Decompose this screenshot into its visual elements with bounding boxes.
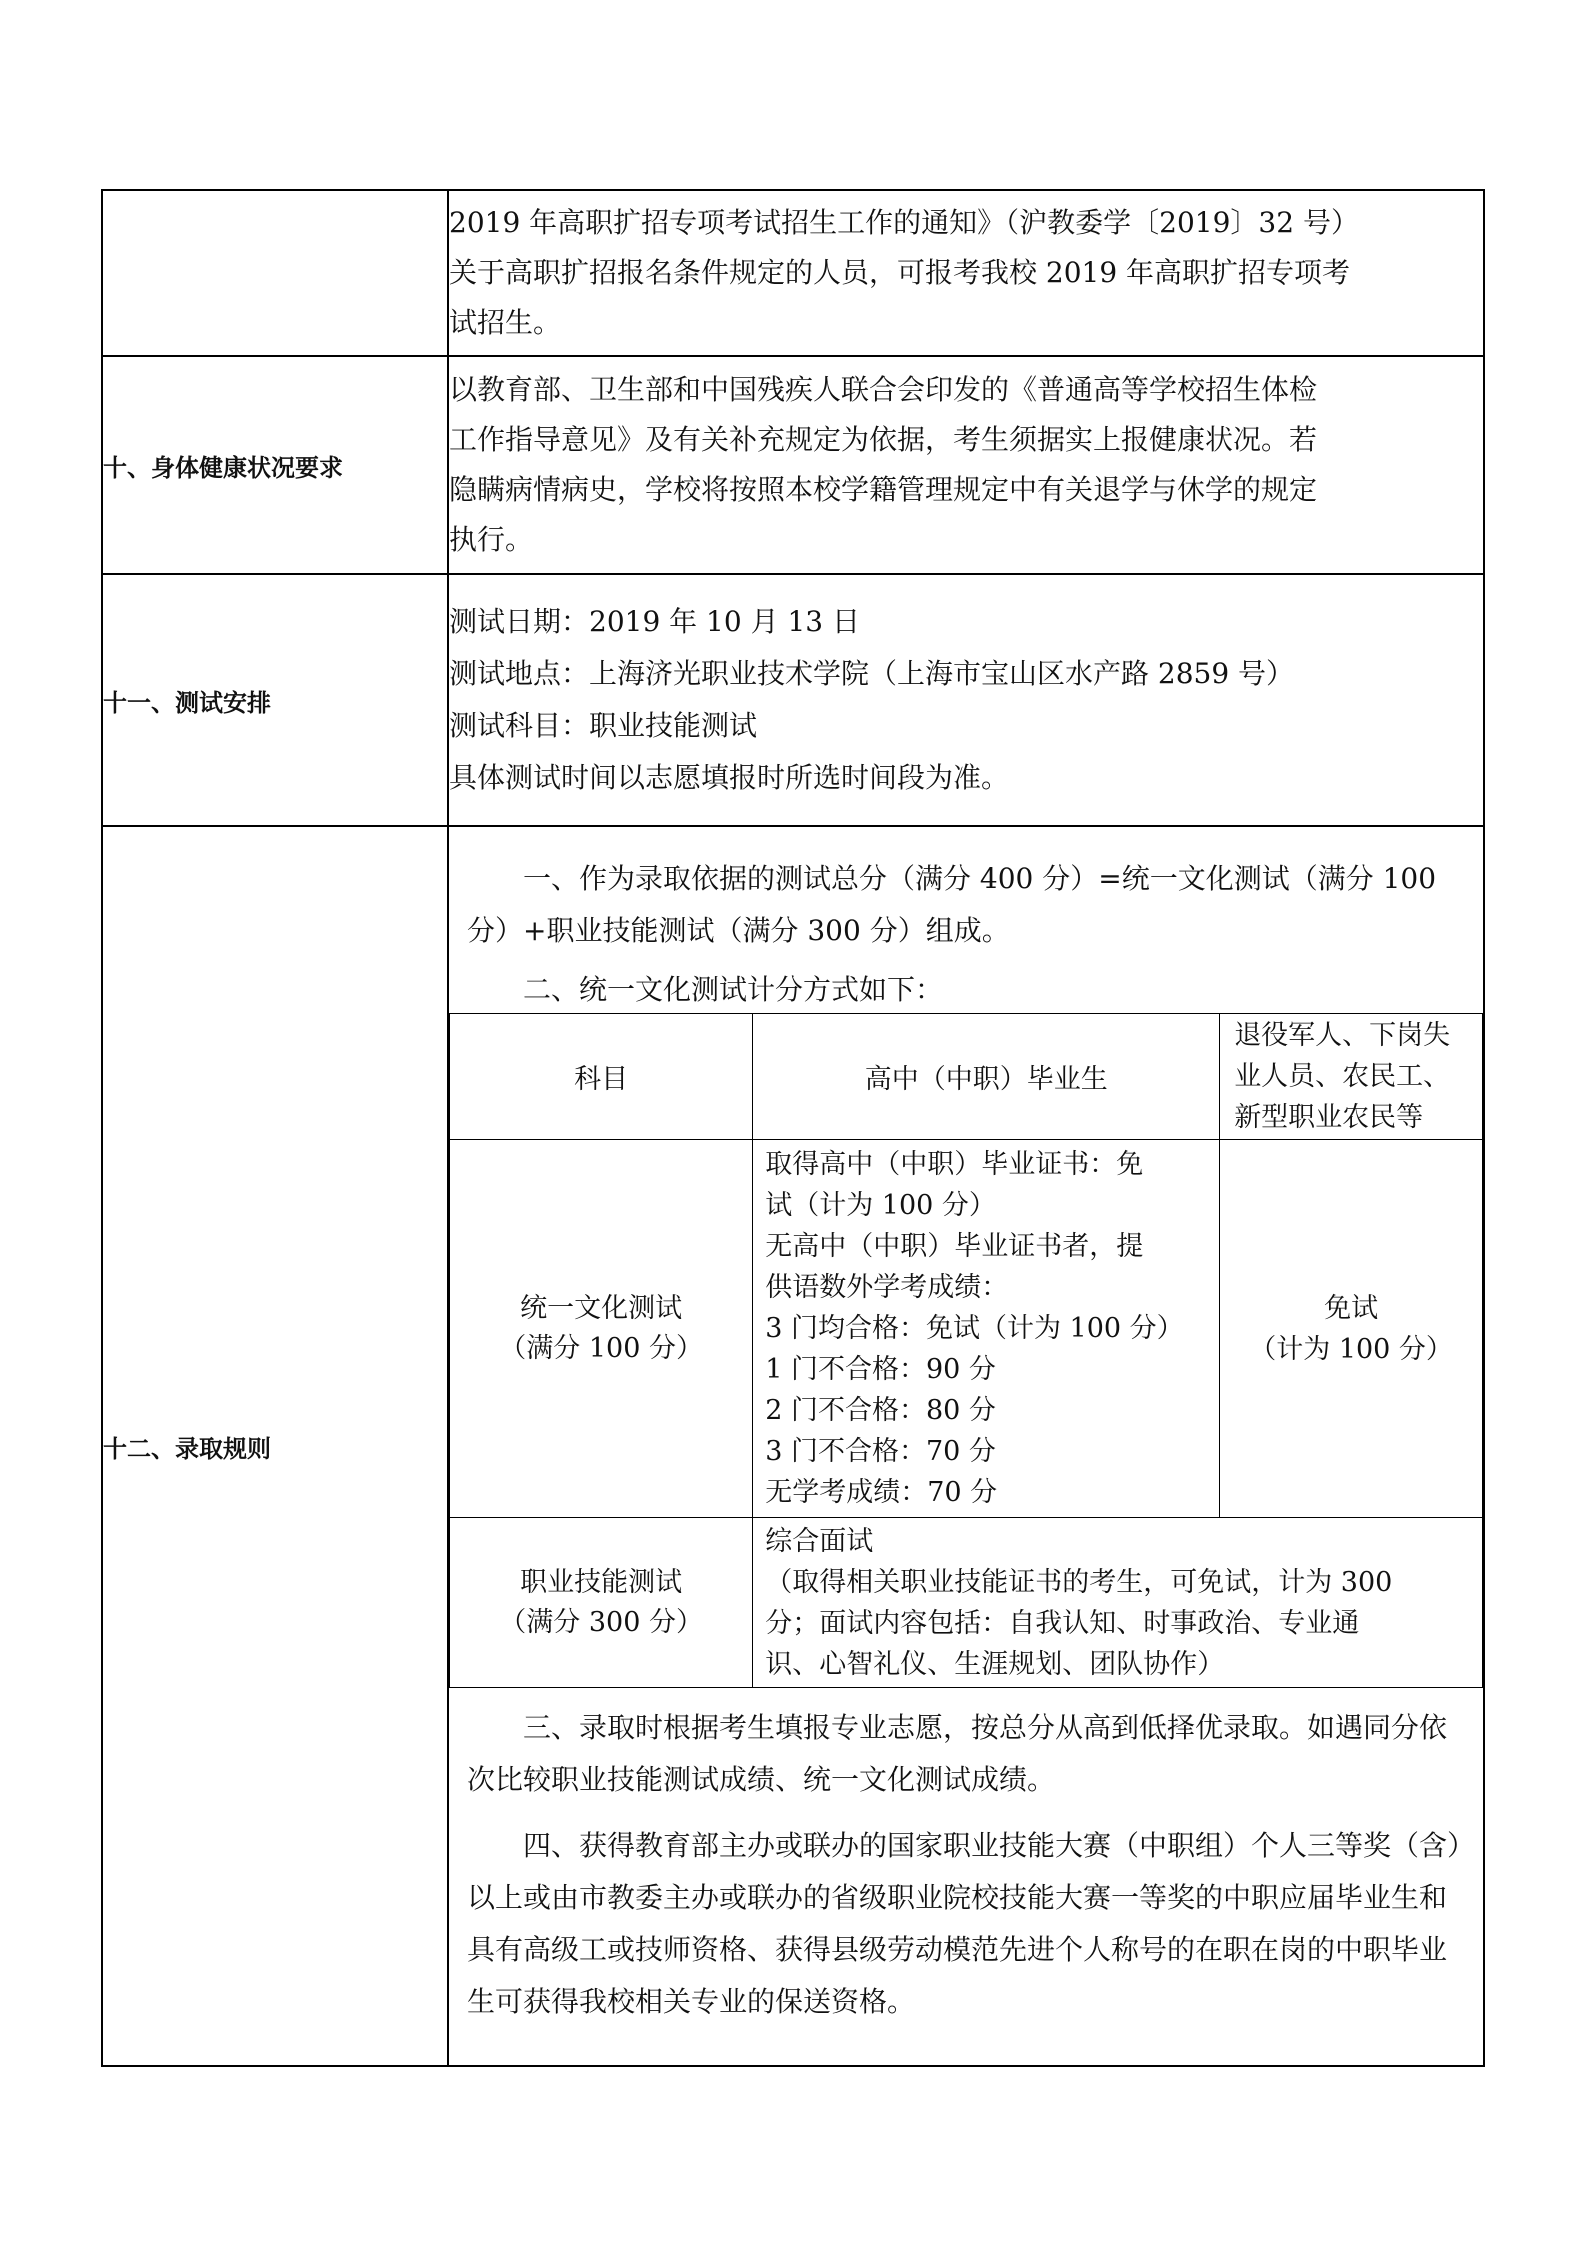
skill-detail-line: 分；面试内容包括：自我认知、时事政治、专业通 <box>765 1607 1360 1639</box>
health-row <box>102 356 1484 574</box>
continuation-row <box>102 190 1484 356</box>
skill-test-full-score: （满分 300 分） <box>499 1606 703 1638</box>
test-label: 十一、测试安排 <box>102 574 448 826</box>
test-row <box>102 574 1484 826</box>
score-table <box>449 1013 1483 1688</box>
graduate-rule-line: 无学考成绩：70 分 <box>765 1477 998 1508</box>
continuation-content <box>448 190 1484 356</box>
skill-test-details <box>753 1518 1483 1688</box>
test-subject: 测试科目：职业技能测试 <box>449 709 758 742</box>
rule-paragraph-1: 一、作为录取依据的测试总分（满分 400 分）=统一文化测试（满分 100 分）+职业技能测试（满分 300 分）组成。 <box>467 862 1437 947</box>
health-content <box>448 356 1484 574</box>
skill-detail-line: 识、心智礼仪、生涯规划、团队协作） <box>765 1648 1225 1680</box>
culture-test-name: 统一文化测试 <box>520 1292 683 1324</box>
graduate-rule-line: 无高中（中职）毕业证书者，提 <box>765 1231 1144 1262</box>
health-label: 十、身体健康状况要求 <box>102 356 448 574</box>
others-exempt: 免试 <box>1324 1292 1379 1324</box>
admission-info-table <box>101 189 1485 2067</box>
test-note: 具体测试时间以志愿填报时所选时间段为准。 <box>449 761 1010 794</box>
skill-test-row <box>450 1518 1483 1688</box>
header-subject: 科目 <box>450 1014 753 1140</box>
test-content <box>448 574 1484 826</box>
others-score: （计为 100 分） <box>1249 1333 1453 1365</box>
test-location: 测试地点：上海济光职业技术学院（上海市宝山区水产路 2859 号） <box>449 657 1295 690</box>
skill-test-name-cell <box>450 1518 753 1688</box>
header-others <box>1220 1014 1483 1140</box>
continuation-label-cell <box>102 190 448 356</box>
admission-row <box>102 826 1484 2066</box>
graduate-rule-line: 1 门不合格：90 分 <box>765 1354 996 1385</box>
test-date: 测试日期：2019 年 10 月 13 日 <box>449 605 861 638</box>
graduate-rule-line: 供语数外学考成绩： <box>765 1272 1009 1303</box>
skill-test-name: 职业技能测试 <box>520 1566 683 1598</box>
health-line: 以教育部、卫生部和中国残疾人联合会印发的《普通高等学校招生体检 <box>449 373 1318 406</box>
continuation-line: 试招生。 <box>449 306 562 339</box>
health-line: 隐瞒病情病史，学校将按照本校学籍管理规定中有关退学与休学的规定 <box>449 473 1318 506</box>
culture-test-row <box>450 1140 1483 1518</box>
health-line: 工作指导意见》及有关补充规定为依据，考生须据实上报健康状况。若 <box>449 423 1318 456</box>
continuation-line: 关于高职扩招报名条件规定的人员，可报考我校 2019 年高职扩招专项考 <box>449 256 1351 289</box>
header-others-line: 新型职业农民等 <box>1234 1102 1424 1133</box>
continuation-line: 2019 年高职扩招专项考试招生工作的通知》（沪教委学〔2019〕32 号） <box>449 206 1359 239</box>
health-line: 执行。 <box>449 523 534 556</box>
score-table-header <box>450 1014 1483 1140</box>
admission-content <box>448 826 1484 2066</box>
culture-test-name-cell <box>450 1140 753 1518</box>
rule-paragraph-2: 二、统一文化测试计分方式如下： <box>523 973 944 1006</box>
culture-test-graduate-rules <box>753 1140 1220 1518</box>
culture-test-others-cell <box>1220 1140 1483 1518</box>
rule-paragraph-4: 四、获得教育部主办或联办的国家职业技能大赛（中职组）个人三等奖（含）以上或由市教委主办或联办的省级职业院校技能大赛一等奖的中职应届毕业生和具有高级工或技师资格、获得县级劳动模范先进个人称号的在职在岗的中职毕业生可获得我校相关专业的保送资格。 <box>467 1829 1462 2018</box>
rule-paragraph-3: 三、录取时根据考生填报专业志愿，按总分从高到低择优录取。如遇同分依次比较职业技能测试成绩、统一文化测试成绩。 <box>467 1711 1448 1796</box>
graduate-rule-line: 3 门不合格：70 分 <box>765 1436 996 1467</box>
header-graduates: 高中（中职）毕业生 <box>753 1014 1220 1140</box>
admission-label: 十二、录取规则 <box>102 826 448 2066</box>
skill-detail-line: 综合面试 <box>765 1525 874 1557</box>
header-others-line: 业人员、农民工、 <box>1234 1061 1451 1092</box>
graduate-rule-line: 2 门不合格：80 分 <box>765 1395 996 1426</box>
skill-detail-line: （取得相关职业技能证书的考生，可免试，计为 300 <box>765 1566 1393 1598</box>
graduate-rule-line: 试（计为 100 分） <box>765 1190 996 1221</box>
header-others-line: 退役军人、下岗失 <box>1234 1020 1451 1051</box>
culture-test-full-score: （满分 100 分） <box>499 1332 703 1364</box>
graduate-rule-line: 3 门均合格：免试（计为 100 分） <box>765 1313 1184 1344</box>
graduate-rule-line: 取得高中（中职）毕业证书：免 <box>765 1149 1144 1180</box>
